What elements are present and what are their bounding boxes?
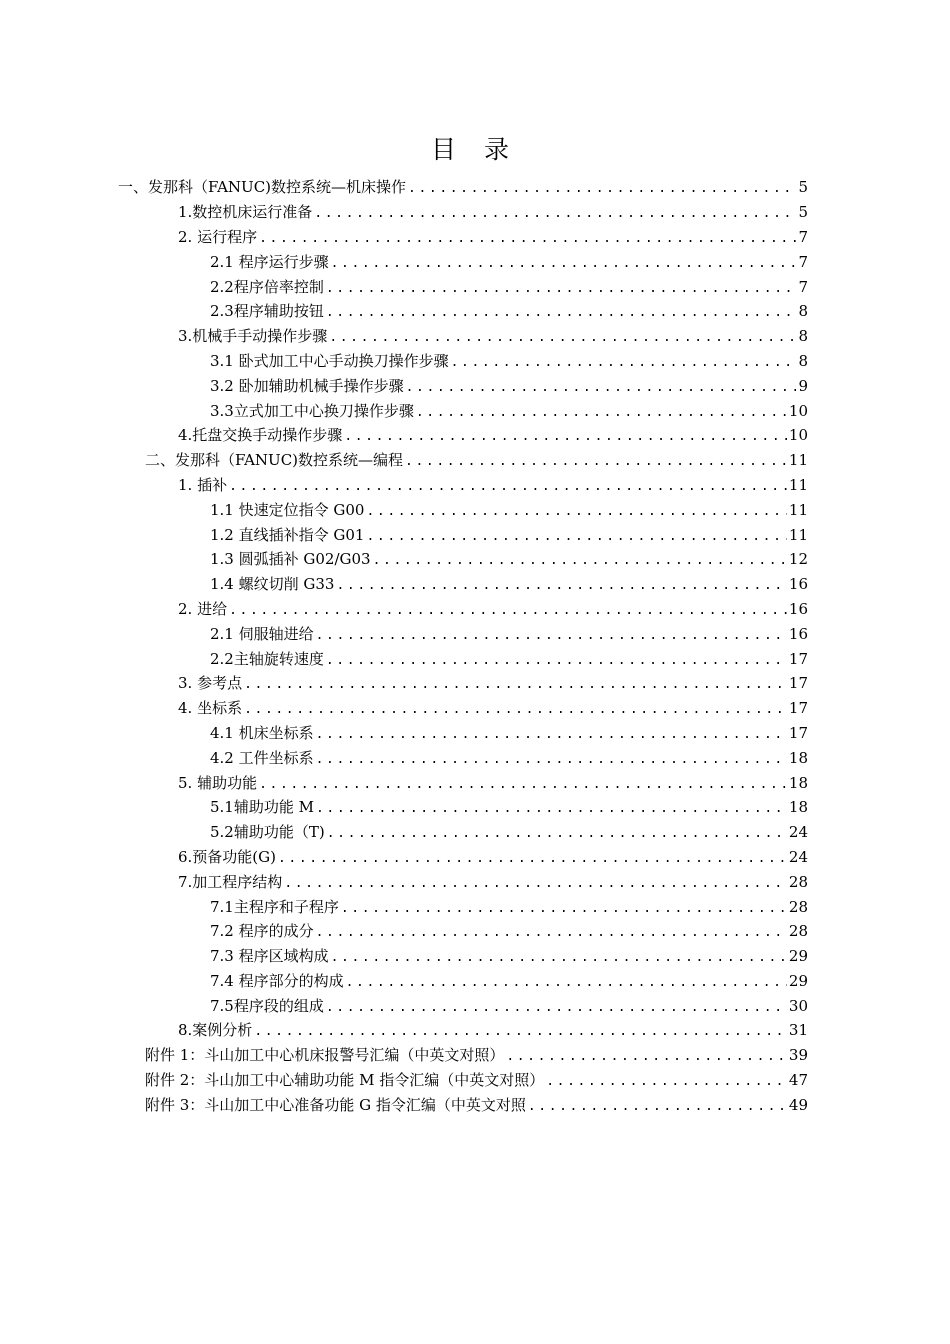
toc-dot-leader [316, 923, 787, 943]
toc-entry[interactable] [0, 249, 808, 274]
toc-entry[interactable] [0, 572, 808, 597]
toc-entry[interactable] [0, 646, 808, 671]
toc-dot-leader [546, 1072, 787, 1092]
toc-entry[interactable] [0, 547, 808, 572]
toc-entry-text: 一、发那科（FANUC)数控系统—机床操作 [118, 178, 407, 197]
toc-entry-text: 1. 插补 [178, 475, 228, 494]
toc-page-number: 7 [798, 227, 808, 246]
toc-page-number: 29 [788, 947, 808, 966]
toc-entry[interactable] [0, 522, 808, 547]
toc-dot-leader [366, 527, 786, 547]
toc-page-number: 9 [798, 376, 808, 395]
toc-page-number: 5 [798, 203, 808, 222]
toc-dot-leader [416, 403, 787, 423]
toc-entry-text: 7.4 程序部分的构成 [210, 971, 344, 990]
toc-entry[interactable] [0, 423, 808, 448]
toc-entry[interactable] [0, 1018, 808, 1043]
toc-dot-leader [316, 750, 787, 770]
toc-entry-text: 2.2主轴旋转速度 [210, 649, 324, 668]
toc-page-number: 16 [788, 624, 808, 643]
toc-dot-leader [326, 651, 787, 671]
toc-entry[interactable] [0, 969, 808, 994]
toc-dot-leader [259, 775, 787, 795]
toc-entry-text: 附件 2：斗山加工中心辅助功能 M 指令汇编（中英文对照） [145, 1071, 545, 1090]
toc-entry[interactable] [0, 398, 808, 423]
toc-entry[interactable] [0, 324, 808, 349]
toc-page-number: 11 [788, 500, 808, 519]
toc-entry-text: 2.1 程序运行步骤 [210, 252, 329, 271]
toc-entry-text: 1.数控机床运行准备 [178, 203, 313, 222]
toc-entry-text: 5. 辅助功能 [178, 773, 258, 792]
toc-page-number: 39 [788, 1046, 808, 1065]
toc-entry-text: 7.1主程序和子程序 [210, 897, 339, 916]
toc-entry-text: 7.5程序段的组成 [210, 996, 324, 1015]
toc-entry-text: 附件 3：斗山加工中心准备功能 G 指令汇编（中英文对照 [145, 1095, 526, 1114]
toc-dot-leader [326, 303, 796, 323]
toc-page-number: 28 [788, 897, 808, 916]
toc-entry[interactable] [0, 770, 808, 795]
toc-entry-text: 3.2 卧加辅助机械手操作步骤 [210, 376, 404, 395]
toc-entry[interactable] [0, 473, 808, 498]
toc-dot-leader [326, 279, 796, 299]
toc-entry[interactable] [0, 373, 808, 398]
toc-entry[interactable] [0, 1068, 808, 1093]
toc-entry[interactable] [0, 621, 808, 646]
toc-entry-text: 1.1 快速定位指令 G00 [210, 500, 365, 519]
toc-page-number: 8 [798, 302, 808, 321]
toc-entry[interactable] [0, 745, 808, 770]
toc-page-number: 24 [788, 823, 808, 842]
toc-entry-text: 4.2 工件坐标系 [210, 748, 314, 767]
toc-entry-text: 附件 1：斗山加工中心机床报警号汇编（中英文对照） [145, 1046, 505, 1065]
toc-dot-leader [406, 378, 796, 398]
toc-entry-text: 5.1辅助功能 M [210, 798, 314, 817]
toc-dot-leader [327, 824, 787, 844]
toc-entry-text: 5.2辅助功能（T) [210, 823, 325, 842]
toc-page-number: 29 [788, 971, 808, 990]
toc-page-number: 17 [788, 674, 808, 693]
toc-dot-leader [316, 799, 787, 819]
toc-dot-leader [366, 502, 786, 522]
toc-dot-leader [229, 477, 787, 497]
toc-dot-leader [451, 353, 796, 373]
toc-dot-leader [346, 973, 787, 993]
toc-dot-leader [326, 998, 787, 1018]
toc-entry[interactable] [0, 497, 808, 522]
toc-page-number: 7 [798, 252, 808, 271]
toc-page-number: 11 [788, 525, 808, 544]
toc-page-number: 18 [788, 798, 808, 817]
toc-entry-text: 3.1 卧式加工中心手动换刀操作步骤 [210, 351, 449, 370]
toc-entry-text: 4.1 机床坐标系 [210, 723, 314, 742]
toc-dot-leader [408, 179, 796, 199]
toc-dot-leader [405, 452, 787, 472]
toc-entry[interactable] [0, 919, 808, 944]
toc-dot-leader [528, 1097, 787, 1117]
toc-page-number: 16 [788, 599, 808, 618]
toc-entry[interactable] [0, 721, 808, 746]
toc-entry[interactable] [0, 993, 808, 1018]
toc-page-number: 17 [788, 723, 808, 742]
toc-entry-text: 8.案例分析 [178, 1021, 253, 1040]
toc-entry[interactable] [0, 597, 808, 622]
toc-entry[interactable] [0, 671, 808, 696]
toc-page-number: 8 [798, 351, 808, 370]
toc-page-number: 18 [788, 773, 808, 792]
toc-page-number: 47 [788, 1071, 808, 1090]
toc-entry-text: 2.3程序辅助按钮 [210, 302, 324, 321]
toc-entry-text: 1.2 直线插补指令 G01 [210, 525, 365, 544]
toc-entry[interactable] [0, 820, 808, 845]
toc-title: 目 录 [431, 135, 519, 164]
toc-entry[interactable] [0, 299, 808, 324]
toc-dot-leader [229, 601, 787, 621]
toc-page-number: 8 [798, 327, 808, 346]
toc-dot-leader [254, 1022, 787, 1042]
toc-entry-text: 2. 运行程序 [178, 227, 258, 246]
toc-entry-text: 4. 坐标系 [178, 699, 243, 718]
toc-entry[interactable] [0, 349, 808, 374]
toc-entry-text: 2. 进给 [178, 599, 228, 618]
toc-entry-text: 1.4 螺纹切削 G33 [210, 575, 335, 594]
toc-page-number: 16 [788, 575, 808, 594]
toc-dot-leader [329, 328, 796, 348]
toc-entry[interactable] [0, 1043, 808, 1068]
toc-dot-leader [284, 874, 787, 894]
toc-page-number: 49 [788, 1095, 808, 1114]
toc-page-number: 5 [798, 178, 808, 197]
toc-entry[interactable] [0, 869, 808, 894]
toc-dot-leader [331, 254, 796, 274]
toc-entry-text: 7.3 程序区域构成 [210, 947, 329, 966]
toc-dot-leader [344, 427, 787, 447]
toc-dot-leader [506, 1047, 787, 1067]
toc-entry[interactable] [0, 175, 808, 200]
toc-entry-text: 3. 参考点 [178, 674, 243, 693]
toc-dot-leader [316, 725, 787, 745]
toc-entry-text: 2.2程序倍率控制 [210, 277, 324, 296]
toc-entry[interactable] [0, 795, 808, 820]
toc-page-number: 12 [788, 550, 808, 569]
toc-page-number: 10 [788, 426, 808, 445]
toc-entry-text: 二、发那科（FANUC)数控系统—编程 [145, 451, 404, 470]
toc-page-number: 10 [788, 401, 808, 420]
toc-entry-text: 1.3 圆弧插补 G02/G03 [210, 550, 371, 569]
toc-entry-text: 7.2 程序的成分 [210, 922, 314, 941]
toc-dot-leader [336, 576, 786, 596]
toc-entry[interactable] [0, 845, 808, 870]
toc-entry[interactable] [0, 448, 808, 473]
toc-entry[interactable] [0, 894, 808, 919]
toc-page-number: 18 [788, 748, 808, 767]
toc-dot-leader [341, 899, 787, 919]
toc-dot-leader [278, 849, 787, 869]
toc-page-number: 11 [788, 475, 808, 494]
toc-dot-leader [373, 551, 787, 571]
toc-page-number: 28 [788, 872, 808, 891]
toc-page-number: 11 [788, 451, 808, 470]
toc-entry-text: 2.1 伺服轴进给 [210, 624, 314, 643]
toc-page-number: 17 [788, 649, 808, 668]
toc-page-number: 28 [788, 922, 808, 941]
toc-page-number: 7 [798, 277, 808, 296]
toc-dot-leader [244, 700, 787, 720]
toc-dot-leader [316, 626, 787, 646]
toc-entry-text: 3.机械手手动操作步骤 [178, 327, 328, 346]
toc-page-number: 24 [788, 847, 808, 866]
toc-entry[interactable] [0, 200, 808, 225]
table-of-contents [0, 175, 950, 1117]
toc-entry[interactable] [0, 225, 808, 250]
toc-entry-text: 4.托盘交换手动操作步骤 [178, 426, 343, 445]
toc-page-number: 17 [788, 699, 808, 718]
toc-entry-text: 3.3立式加工中心换刀操作步骤 [210, 401, 414, 420]
toc-page-number: 31 [788, 1021, 808, 1040]
toc-entry[interactable] [0, 274, 808, 299]
toc-entry[interactable] [0, 1092, 808, 1117]
toc-page-number: 30 [788, 996, 808, 1015]
toc-entry-text: 7.加工程序结构 [178, 872, 283, 891]
toc-dot-leader [259, 229, 796, 249]
toc-entry[interactable] [0, 696, 808, 721]
toc-dot-leader [314, 204, 796, 224]
toc-dot-leader [331, 948, 787, 968]
toc-dot-leader [244, 675, 787, 695]
toc-entry-text: 6.预备功能(G) [178, 847, 276, 866]
toc-entry[interactable] [0, 944, 808, 969]
